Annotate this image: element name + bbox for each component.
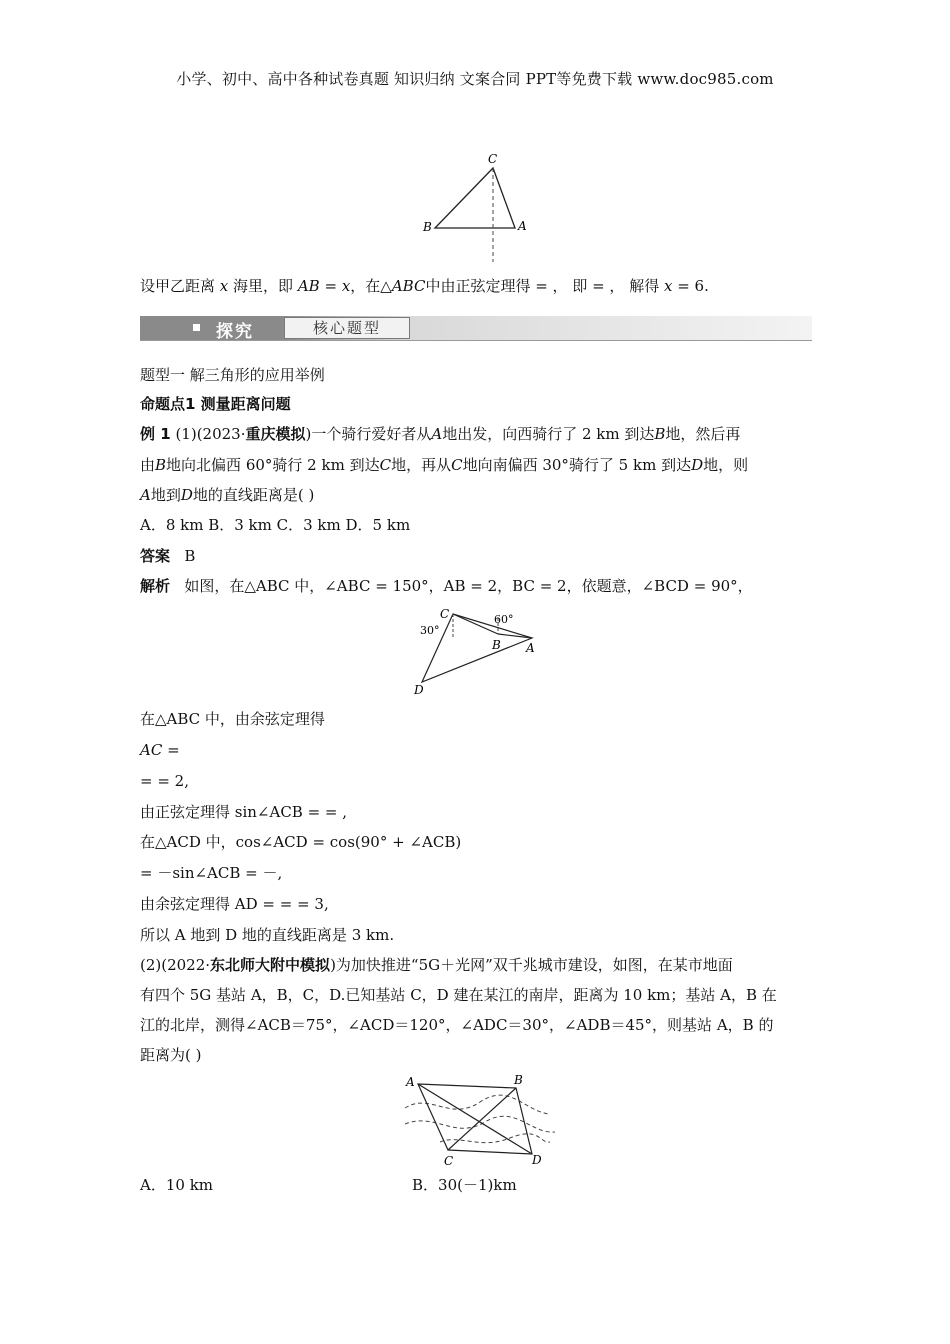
ex1-line-1 (140, 424, 740, 444)
ex1-line-2 (140, 455, 748, 475)
intro-var-x: x (219, 277, 229, 295)
intro-text-4: 中由正弦定理得 = ， 即 = ， 解得 (425, 277, 660, 295)
fig3-label-b: B (514, 1073, 523, 1087)
ex1-text-9: 地到 (150, 486, 181, 504)
fig2-label-b: B (492, 638, 501, 652)
intro-var-x2: x (341, 277, 351, 295)
fig2-label-c: C (440, 607, 450, 621)
fig2-label-a: A (526, 641, 535, 655)
fig2-angle-60: 60° (494, 613, 514, 626)
ex2-line-2: 有四个 5G 基站 A，B，C，D.已知基站 C，D 建在某江的南岸，距离为 10 km；基站 A，B 在 (140, 986, 777, 1004)
ex1-src-b: 重庆模拟 (245, 425, 306, 443)
intro-text-5: = 6. (672, 277, 709, 295)
ex1-text-10: 地的直线距离是( ) (192, 486, 315, 504)
intro-eq: = (319, 277, 342, 295)
ex1-var-d: D (691, 456, 704, 474)
ex2-line-1 (140, 955, 733, 975)
intro-text-1: 设甲乙距离 (140, 277, 216, 295)
ex1-text-7: 地向南偏西 30°骑行了 5 km 到达 (462, 456, 692, 474)
triangle-abc-shape (435, 168, 515, 228)
ex2-option-a: A．10 km (140, 1176, 214, 1194)
ex1-text-2: 地出发，向西骑行了 2 km 到达 (442, 425, 655, 443)
ex1-label: 例 1 (140, 425, 171, 443)
ex1-text-5: 地向北偏西 60°骑行 2 km 到达 (166, 456, 380, 474)
ex1-var-c2: C (451, 456, 463, 474)
ex1-text-4: 由 (140, 456, 156, 474)
ex1-options: A．8 km B．3 km C．3 km D．5 km (140, 516, 411, 534)
site-header: 小学、初中、高中各种试卷真题 知识归纳 文案合同 PPT等免费下载 www.doc985.com (176, 70, 774, 88)
intro-text-3: ，在△ (350, 277, 392, 295)
river-bank-middle (405, 1116, 555, 1132)
section-banner (140, 316, 812, 341)
sol-line-2: AC = (140, 741, 180, 759)
ex1-line-3 (140, 485, 314, 505)
segment-cb (453, 614, 498, 634)
ex2-src-a: (2)(2022· (140, 956, 211, 974)
intro-var-abc: ABC (391, 277, 426, 295)
ex1-text-8: 地，则 (703, 456, 749, 474)
sol-line-4: 由正弦定理得 sin∠ACB = = , (140, 803, 348, 821)
ex1-var-d2: D (180, 486, 193, 504)
figure-abcd-route (410, 604, 550, 700)
ex1-var-c: C (379, 456, 392, 474)
ex2-option-b: B．30(－1)km (412, 1176, 517, 1194)
sol-line-5: 在△ACD 中，cos∠ACD = cos(90° + ∠ACB) (140, 833, 462, 851)
banner-square-icon (193, 324, 200, 331)
intro-var-x3: x (663, 277, 673, 295)
fig2-label-d: D (414, 683, 424, 697)
intro-line (140, 276, 709, 296)
ex1-var-a2: A (140, 486, 151, 504)
segment-bc (448, 1088, 516, 1150)
answer-label: 答案 (140, 547, 171, 565)
point-heading: 命题点1 测量距离问题 (140, 395, 291, 413)
ex1-answer (140, 546, 195, 566)
fig1-label-b: B (423, 220, 432, 234)
ex2-text-1: )为加快推进“5G＋光网”双千兆城市建设，如图，在某市地面 (330, 956, 733, 974)
ex1-analysis (140, 576, 753, 596)
analysis-text: 如图，在△ABC 中，∠ABC = 150°，AB = 2，BC = 2，依题意，∠BCD = 90°， (184, 577, 753, 595)
river-bank-south (440, 1134, 550, 1143)
fig2-angle-30: 30° (420, 624, 440, 637)
figure-river-stations (400, 1072, 560, 1168)
banner-tag: 核心题型 (284, 317, 410, 339)
banner-title: 探究 (216, 322, 254, 342)
analysis-label: 解析 (140, 577, 171, 595)
ex1-var-b2: B (155, 456, 167, 474)
ex2-line-4: 距离为( ) (140, 1046, 202, 1064)
figure-triangle-abc (415, 150, 535, 265)
ex1-src-a: (1)(2023· (175, 425, 246, 443)
ex2-line-3: 江的北岸，测得∠ACB＝75°，∠ACD＝120°，∠ADC＝30°，∠ADB＝45°，则基站 A，B 的 (140, 1016, 774, 1034)
sol-line-3: = = 2, (140, 772, 189, 790)
fig1-label-c: C (488, 152, 498, 166)
sol-line-8: 所以 A 地到 D 地的直线距离是 3 km. (140, 926, 395, 944)
ex1-text-6: 地，再从 (391, 456, 452, 474)
ex1-text-3: 地，然后再 (665, 425, 741, 443)
fig3-label-c: C (444, 1154, 454, 1168)
fig3-label-d: D (532, 1153, 542, 1167)
ex2-src-b: 东北师大附中模拟 (210, 956, 331, 974)
intro-text-2: 海里，即 (233, 277, 294, 295)
ex1-text-1: )一个骑行爱好者从 (305, 425, 432, 443)
segment-ad (418, 1084, 532, 1154)
type-heading: 题型一 解三角形的应用举例 (140, 366, 325, 384)
ex1-var-a: A (431, 425, 443, 443)
intro-var-ab: AB (297, 277, 320, 295)
sol-line-7: 由余弦定理得 AD = = = 3, (140, 895, 329, 913)
fig1-label-a: A (518, 219, 527, 233)
answer-value: B (184, 547, 196, 565)
fig3-label-a: A (406, 1075, 415, 1089)
ex1-var-b: B (654, 425, 666, 443)
sol-line-6: = －sin∠ACB = －, (140, 864, 283, 882)
sol-line-1: 在△ABC 中，由余弦定理得 (140, 710, 325, 728)
